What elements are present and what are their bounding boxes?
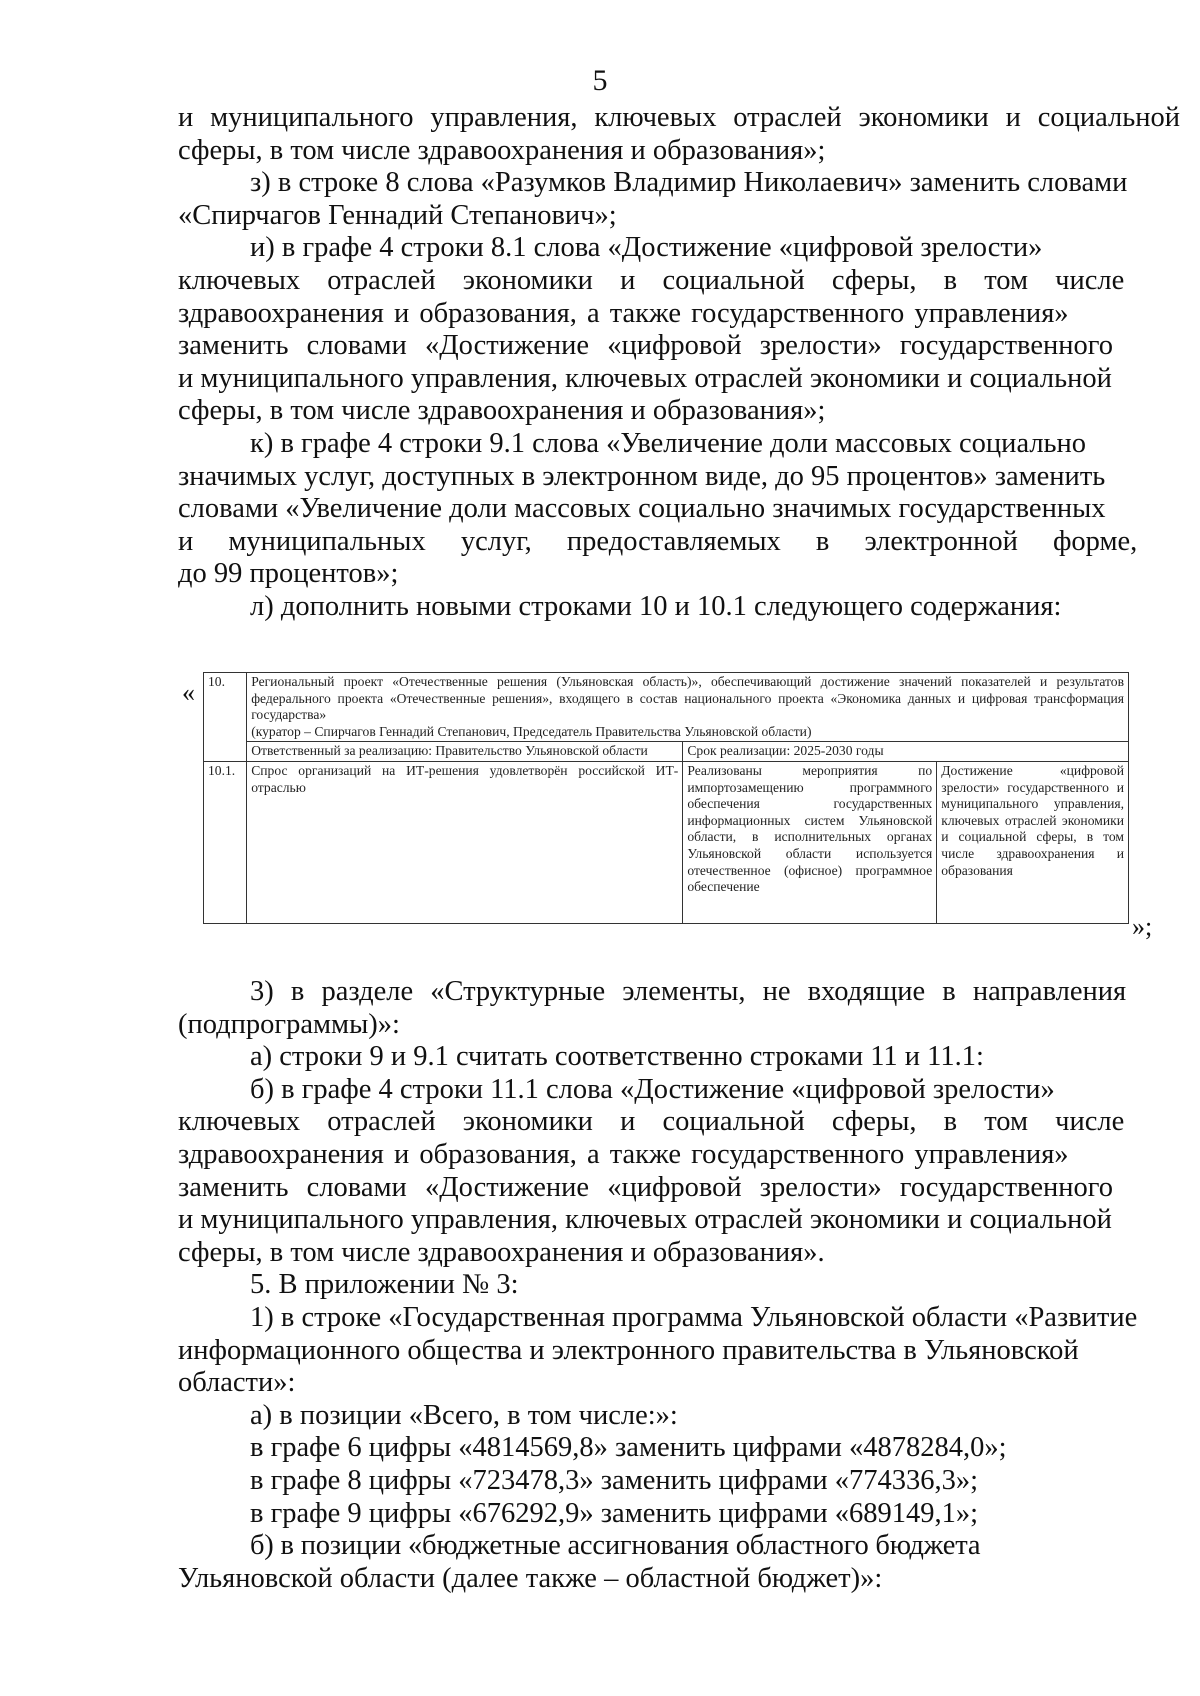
text-line: и муниципальных услуг, предоставляемых в электронной форме,	[178, 525, 1138, 557]
graph-8-line: в графе 8 цифры «723478,3» заменить цифрами «774336,3»;	[250, 1464, 979, 1496]
intro-paragraph	[178, 102, 1180, 167]
term-cell: Срок реализации: 2025-2030 годы	[683, 742, 1129, 762]
project-curator: (куратор – Спирчагов Геннадий Степанович, Председатель Правительства Ульяновской области)	[251, 723, 812, 739]
text-line: сферы, в том числе здравоохранения и образования».	[178, 1236, 825, 1268]
text-line: сферы, в том числе здравоохранения и образования»;	[178, 395, 826, 427]
text-block-bottom	[178, 976, 1180, 1595]
text-line: информационного общества и электронного правительства в Ульяновской	[178, 1334, 1079, 1366]
text-line: (подпрограммы)»:	[178, 1008, 400, 1040]
graph-9-line: в графе 9 цифры «676292,9» заменить цифрами «689149,1»;	[250, 1497, 979, 1529]
text-line: значимых услуг, доступных в электронном виде, до 95 процентов» заменить	[178, 460, 1106, 492]
text-line: 5. В приложении № 3:	[250, 1269, 519, 1301]
task-name-cell: Спрос организаций на ИТ-решения удовлетворён российской ИТ-отраслью	[247, 761, 683, 923]
paragraph-5-1b	[178, 1530, 1180, 1595]
text-line: здравоохранения и образования, а также государственного управления»	[178, 1138, 1069, 1170]
text-block-top	[178, 102, 1180, 624]
text-line: «Спирчагов Геннадий Степанович»;	[178, 199, 617, 231]
text-line: и муниципального управления, ключевых отраслей экономики и социальной	[178, 362, 1112, 394]
text-line: ключевых отраслей экономики и социальной сферы, в том числе	[178, 1106, 1125, 1138]
paragraph-i	[178, 232, 1180, 428]
paragraph-l	[178, 591, 1180, 624]
text-line: 3) в разделе «Структурные элементы, не входящие в направления	[250, 976, 1127, 1007]
text-line: сферы, в том числе здравоохранения и образования»;	[178, 134, 826, 166]
paragraph-5	[178, 1269, 1180, 1302]
text-line: б) в позиции «бюджетные ассигнования областного бюджета	[250, 1530, 981, 1562]
table-close-quote: »;	[1132, 912, 1153, 941]
project-cell	[247, 673, 1129, 742]
text-line: Ульяновской области (далее также – областной бюджет)»:	[178, 1562, 883, 1594]
table-row	[204, 673, 1129, 742]
graph-6-line: в графе 6 цифры «4814569,8» заменить цифрами «4878284,0»;	[250, 1432, 1007, 1464]
task-description-cell: Реализованы мероприятия по импортозамещению программного обеспечения государственных информационных систем Ульяновской области, в исполнительных органах Ульяновской области используется отечественное (офисное) программное обеспечение	[683, 761, 937, 923]
paragraph-k	[178, 428, 1180, 591]
row-number: 10.	[204, 673, 247, 762]
paragraph-3a	[178, 1041, 1180, 1074]
text-line: б) в графе 4 строки 11.1 слова «Достижение «цифровой зрелости»	[250, 1073, 1055, 1105]
page-number: 5	[592, 64, 608, 97]
text-line: и муниципального управления, ключевых отраслей экономики и социальной	[178, 1204, 1112, 1236]
paragraph-z	[178, 167, 1180, 232]
text-line: и муниципального управления, ключевых отраслей экономики и социальной	[178, 102, 1180, 133]
text-line: заменить словами «Достижение «цифровой зрелости» государственного	[178, 330, 1113, 362]
text-line: л) дополнить новыми строками 10 и 10.1 следующего содержания:	[250, 590, 1062, 622]
text-line: з) в строке 8 слова «Разумков Владимир Николаевич» заменить словами	[250, 167, 1128, 199]
row-number: 10.1.	[204, 761, 247, 923]
text-line: области»:	[178, 1367, 296, 1399]
text-line: словами «Увеличение доли массовых социально значимых государственных	[178, 493, 1106, 525]
text-line: а) в позиции «Всего, в том числе:»:	[250, 1399, 678, 1431]
text-line: и) в графе 4 строки 8.1 слова «Достижение «цифровой зрелости»	[250, 232, 1043, 264]
text-line: до 99 процентов»;	[178, 558, 399, 590]
text-line: здравоохранения и образования, а также государственного управления»	[178, 297, 1069, 329]
table-row	[204, 742, 1129, 762]
table-open-quote: «	[182, 678, 195, 707]
paragraph-5-1a	[178, 1400, 1180, 1530]
text-line: а) строки 9 и 9.1 считать соответственно строками 11 и 11.1:	[250, 1041, 984, 1073]
text-line: заменить словами «Достижение «цифровой зрелости» государственного	[178, 1171, 1113, 1203]
paragraph-3	[178, 976, 1180, 1041]
project-description: Региональный проект «Отечественные решения (Ульяновская область)», обеспечивающий достижение значений показателей и результатов федерального проекта «Отечественные решения», входящего в состав национального проекта «Экономика данных и цифровая трансформация государства»	[251, 674, 1124, 723]
text-line: 1) в строке «Государственная программа Ульяновской области «Развитие	[250, 1301, 1138, 1333]
paragraph-5-1	[178, 1302, 1180, 1400]
table-row	[204, 761, 1129, 923]
goal-link-cell: Достижение «цифровой зрелости» государственного и муниципального управления, ключевых отраслей экономики и социальной сферы, в том числе здравоохранения и образования	[937, 761, 1129, 923]
paragraph-3b	[178, 1074, 1180, 1270]
responsible-cell: Ответственный за реализацию: Правительство Ульяновской области	[247, 742, 683, 762]
inserted-rows-table	[203, 672, 1129, 924]
text-line: к) в графе 4 строки 9.1 слова «Увеличение доли массовых социально	[250, 427, 1087, 459]
text-line: ключевых отраслей экономики и социальной сферы, в том числе	[178, 264, 1125, 296]
